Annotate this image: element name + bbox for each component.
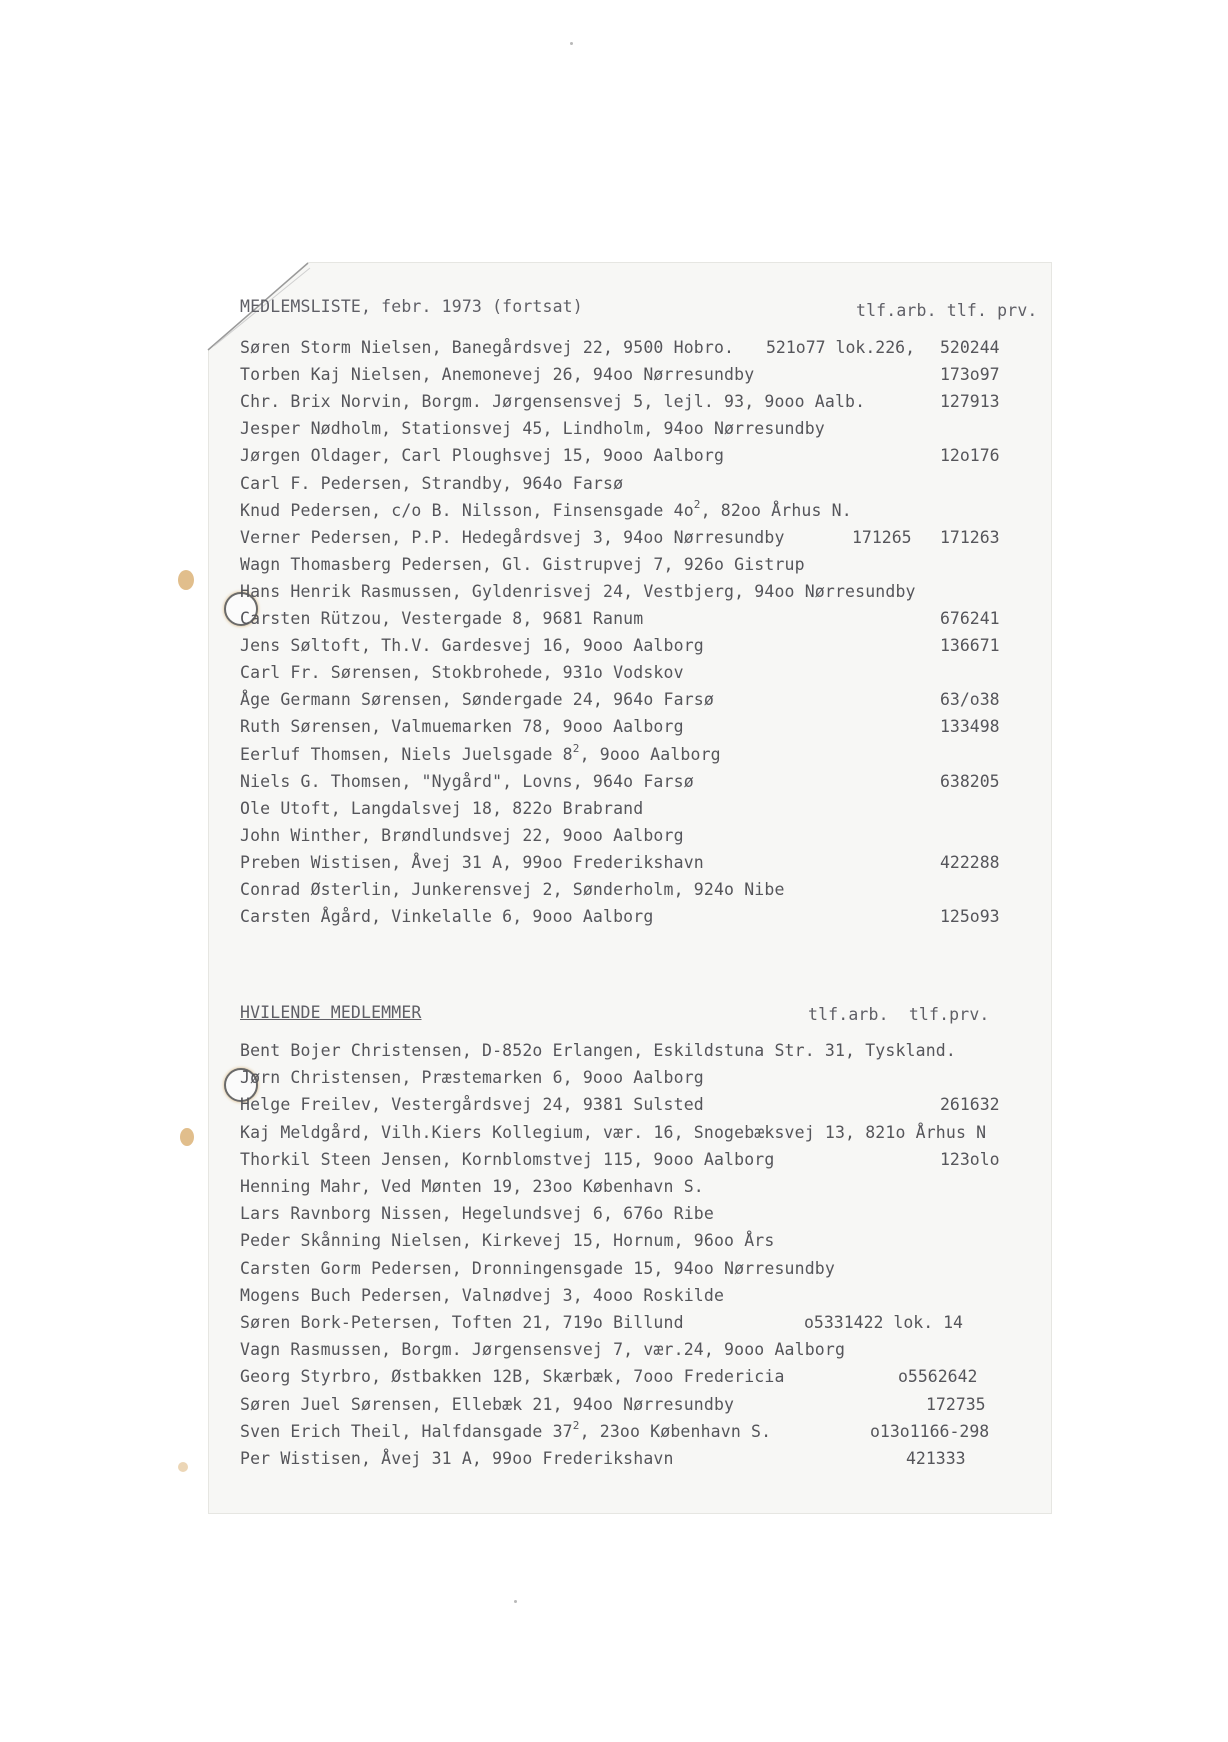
member-name-address: Per Wistisen, Åvej 31 A, 99oo Frederikshavn bbox=[240, 1449, 674, 1468]
member-name-address: Ole Utoft, Langdalsvej 18, 822o Brabrand bbox=[240, 798, 644, 818]
floor-superscript: 2 bbox=[572, 1418, 580, 1432]
member-row bbox=[240, 635, 704, 657]
member-row bbox=[240, 879, 785, 901]
member-row bbox=[240, 1312, 684, 1334]
member-name-address: Eerluf Thomsen, Niels Juelsgade 8 bbox=[240, 744, 573, 764]
member-name-address: Søren Bork-Petersen, Toften 21, 719o Billund bbox=[240, 1313, 684, 1332]
member-row bbox=[240, 1149, 774, 1171]
member-row bbox=[240, 364, 754, 386]
phone-private: 171263 bbox=[940, 527, 1000, 547]
member-row bbox=[240, 1448, 674, 1470]
member-row bbox=[240, 581, 916, 603]
member-name-address: Jørn Christensen, Præstemarken 6, 9ooo Aalborg bbox=[240, 1068, 704, 1088]
member-name-address: Kaj Meldgård, Vilh.Kiers Kollegium, vær. 16, Snogebæksvej 13, 821o Århus N bbox=[240, 1122, 987, 1142]
phone-private: 520244 bbox=[940, 338, 1000, 357]
member-name-address: Vagn Rasmussen, Borgm. Jørgensensvej 7, vær.24, 9ooo Aalborg bbox=[240, 1340, 846, 1360]
member-name-address: Åge Germann Sørensen, Søndergade 24, 964o Farsø bbox=[240, 690, 714, 710]
member-row bbox=[240, 1040, 956, 1062]
member-name-address: Thorkil Steen Jensen, Kornblomstvej 115, 9ooo Aalborg bbox=[240, 1149, 775, 1169]
member-name-address: John Winther, Brøndlundsvej 22, 9ooo Aalborg bbox=[240, 825, 684, 845]
member-name-address: Lars Ravnborg Nissen, Hegelundsvej 6, 676o Ribe bbox=[240, 1204, 714, 1224]
member-row bbox=[240, 1122, 986, 1144]
member-row bbox=[240, 1230, 774, 1252]
member-row bbox=[240, 1067, 704, 1089]
member-row bbox=[240, 497, 852, 522]
floor-superscript: 2 bbox=[693, 497, 701, 511]
phone-private: 125o93 bbox=[940, 907, 1000, 927]
section-title: MEDLEMSLISTE, febr. 1973 (fortsat) bbox=[240, 297, 583, 316]
member-name-address: Helge Freilev, Vestergårdsvej 24, 9381 Sulsted bbox=[240, 1095, 704, 1115]
phone-private: 133498 bbox=[940, 717, 1000, 737]
member-name-address: Sven Erich Theil, Halfdansgade 37 bbox=[240, 1421, 573, 1441]
member-row bbox=[240, 391, 865, 413]
member-row bbox=[240, 445, 724, 467]
member-name-address: Preben Wistisen, Åvej 31 A, 99oo Frederikshavn bbox=[240, 852, 704, 872]
member-name-address: Jørgen Oldager, Carl Ploughsvej 15, 9ooo Aalborg bbox=[240, 446, 725, 466]
phone-private: 12o176 bbox=[940, 446, 1000, 466]
speck bbox=[514, 1600, 517, 1603]
member-row bbox=[240, 1339, 845, 1361]
member-name-address: Wagn Thomasberg Pedersen, Gl. Gistrupvej 7, 926o Gistrup bbox=[240, 554, 805, 574]
member-row bbox=[240, 741, 721, 766]
phone-private: 63/o38 bbox=[940, 690, 1000, 710]
rust-stain bbox=[180, 1128, 194, 1146]
member-name-address: Knud Pedersen, c/o B. Nilsson, Finsensgade 4o bbox=[240, 500, 694, 520]
member-name-address: Bent Bojer Christensen, D-852o Erlangen, Eskildstuna Str. 31, Tyskland. bbox=[240, 1041, 956, 1060]
member-row bbox=[240, 473, 623, 495]
phone-work: o13o1166-298 bbox=[870, 1421, 990, 1441]
phone-column-headers: tlf.arb. tlf. prv. bbox=[856, 301, 1038, 320]
section-title: HVILENDE MEDLEMMER bbox=[240, 1003, 422, 1022]
member-name-address: Georg Styrbro, Østbakken 12B, Skærbæk, 7ooo Fredericia bbox=[240, 1367, 785, 1387]
phone-private: 638205 bbox=[940, 771, 1000, 791]
member-row bbox=[240, 418, 825, 440]
member-name-address: Carl F. Pedersen, Strandby, 964o Farsø bbox=[240, 473, 624, 493]
member-name-address: Torben Kaj Nielsen, Anemonevej 26, 94oo Nørresundby bbox=[240, 365, 755, 385]
member-row bbox=[240, 527, 785, 549]
phone-work: 172735 bbox=[926, 1394, 986, 1414]
member-name-address: Chr. Brix Norvin, Borgm. Jørgensensvej 5, lejl. 93, 9ooo Aalb. bbox=[240, 392, 866, 412]
member-row bbox=[240, 1094, 704, 1116]
member-address-tail: , 82oo Århus N. bbox=[700, 500, 852, 520]
member-name-address: Carsten Rützou, Vestergade 8, 9681 Ranum bbox=[240, 609, 644, 628]
phone-private: 123olo bbox=[940, 1149, 1000, 1169]
speck bbox=[570, 42, 573, 45]
member-name-address: Søren Storm Nielsen, Banegårdsvej 22, 9500 Hobro. bbox=[240, 338, 735, 357]
member-row bbox=[240, 771, 694, 793]
phone-work: 421333 bbox=[906, 1449, 966, 1468]
phone-work: 171265 bbox=[852, 527, 912, 547]
floor-superscript: 2 bbox=[572, 741, 580, 755]
rust-stain bbox=[178, 570, 194, 590]
member-name-address: Carl Fr. Sørensen, Stokbrohede, 931o Vodskov bbox=[240, 663, 684, 683]
member-row bbox=[240, 689, 714, 711]
member-name-address: Ruth Sørensen, Valmuemarken 78, 9ooo Aalborg bbox=[240, 717, 684, 737]
member-row bbox=[240, 906, 653, 928]
phone-private: 173o97 bbox=[940, 365, 1000, 385]
member-row bbox=[240, 554, 805, 576]
member-name-address: Søren Juel Sørensen, Ellebæk 21, 94oo Nørresundby bbox=[240, 1394, 735, 1414]
phone-private: 261632 bbox=[940, 1095, 1000, 1115]
phone-private: 676241 bbox=[940, 609, 1000, 628]
member-name-address: Carsten Gorm Pedersen, Dronningensgade 15, 94oo Nørresundby bbox=[240, 1258, 835, 1278]
phone-private: 127913 bbox=[940, 392, 1000, 412]
phone-work: 521o77 lok.226, bbox=[766, 338, 916, 357]
member-row bbox=[240, 662, 684, 684]
member-name-address: Conrad Østerlin, Junkerensvej 2, Sønderholm, 924o Nibe bbox=[240, 880, 785, 899]
member-row bbox=[240, 716, 684, 738]
member-name-address: Peder Skånning Nielsen, Kirkevej 15, Hornum, 96oo Års bbox=[240, 1231, 775, 1251]
member-name-address: Mogens Buch Pedersen, Valnødvej 3, 4ooo Roskilde bbox=[240, 1285, 725, 1305]
phone-work: o5331422 lok. 14 bbox=[804, 1313, 963, 1332]
member-row bbox=[240, 1203, 714, 1225]
member-row bbox=[240, 1418, 772, 1443]
member-address-tail: , 9ooo Aalborg bbox=[579, 744, 721, 764]
member-row bbox=[240, 825, 684, 847]
member-name-address: Carsten Ågård, Vinkelalle 6, 9ooo Aalborg bbox=[240, 907, 654, 927]
member-row bbox=[240, 1176, 704, 1198]
member-row bbox=[240, 337, 734, 359]
member-name-address: Henning Mahr, Ved Mønten 19, 23oo København S. bbox=[240, 1177, 704, 1196]
member-row bbox=[240, 852, 704, 874]
phone-work: o5562642 bbox=[898, 1367, 978, 1387]
member-row bbox=[240, 798, 643, 820]
member-name-address: Jesper Nødholm, Stationsvej 45, Lindholm, 94oo Nørresundby bbox=[240, 419, 825, 439]
member-name-address: Jens Søltoft, Th.V. Gardesvej 16, 9ooo Aalborg bbox=[240, 636, 704, 656]
member-row bbox=[240, 1366, 785, 1388]
rust-stain bbox=[178, 1462, 188, 1472]
member-name-address: Verner Pedersen, P.P. Hedegårdsvej 3, 94oo Nørresundby bbox=[240, 527, 785, 547]
member-row bbox=[240, 1285, 724, 1307]
phone-column-headers: tlf.arb. tlf.prv. bbox=[808, 1005, 990, 1024]
member-name-address: Niels G. Thomsen, "Nygård", Lovns, 964o Farsø bbox=[240, 771, 694, 791]
member-row bbox=[240, 1394, 734, 1416]
phone-private: 422288 bbox=[940, 852, 1000, 872]
phone-private: 136671 bbox=[940, 636, 1000, 656]
member-row bbox=[240, 1258, 835, 1280]
member-row bbox=[240, 608, 643, 630]
member-name-address: Hans Henrik Rasmussen, Gyldenrisvej 24, Vestbjerg, 94oo Nørresundby bbox=[240, 581, 916, 601]
member-address-tail: , 23oo København S. bbox=[579, 1421, 772, 1441]
